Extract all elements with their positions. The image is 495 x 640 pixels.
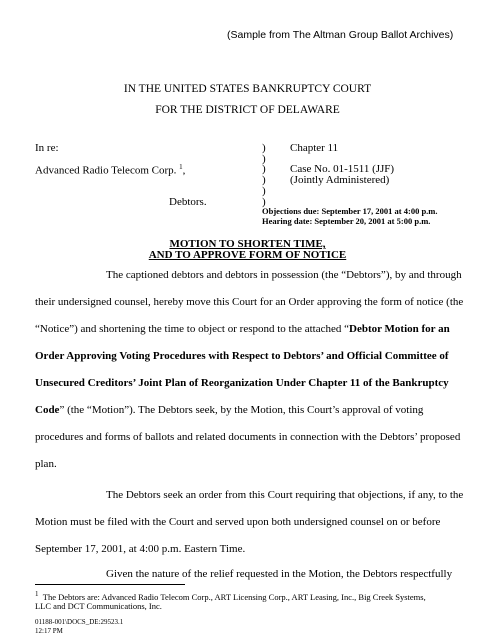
footnote-text: The Debtors are: Advanced Radio Telecom Corp., ART Licensing Corp., ART Leasing, Inc., Big Creek Systems, xyxy=(42,591,426,602)
footnote-line2: LLC and DCT Communications, Inc. xyxy=(35,601,162,611)
body-line: their undersigned counsel, hereby move this Court for an Order approving the form of notice (the xyxy=(35,296,464,308)
caption-chapter: Chapter 11 xyxy=(290,142,339,154)
footnote-mark: 1 xyxy=(35,590,39,598)
body-line: procedures and forms of ballots and related documents in connection with the Debtors’ proposed xyxy=(35,431,461,443)
body-line: September 17, 2001, at 4:00 p.m. Eastern Time. xyxy=(35,543,246,555)
body-line xyxy=(35,323,450,335)
motion-title-line1: MOTION TO SHORTEN TIME, xyxy=(169,238,326,250)
motion-name-bold: Order Approving Voting Procedures with Respect to Debtors’ and Official Committee of xyxy=(35,350,449,362)
motion-title-line2: AND TO APPROVE FORM OF NOTICE xyxy=(148,249,347,261)
document-id: 01188-001\DOCS_DE:29523.1 xyxy=(35,618,124,626)
debtor-name: Advanced Radio Telecom Corp. xyxy=(35,164,177,177)
body-line: Motion must be filed with the Court and served upon both undersigned counsel on or before xyxy=(35,516,441,528)
body-line: The captioned debtors and debtors in possession (the “Debtors”), by and through xyxy=(106,269,462,281)
caption-paren-column: ) ) ) ) ) ) xyxy=(262,142,266,208)
debtor-suffix: , xyxy=(182,164,186,177)
hearing-date: Hearing date: September 20, 2001 at 5:00 p.m. xyxy=(262,216,431,226)
objections-due: Objections due: September 17, 2001 at 4:00 p.m. xyxy=(262,206,438,216)
court-district: FOR THE DISTRICT OF DELAWARE xyxy=(155,104,340,116)
motion-name-bold: Debtor Motion for an xyxy=(349,323,450,335)
caption-case-number: Case No. 01-1511 (JJF) xyxy=(290,163,395,175)
caption-debtors-label: Debtors. xyxy=(169,196,207,208)
motion-name-bold: Code xyxy=(35,404,60,416)
footnote-reference: 1 xyxy=(179,163,183,171)
caption-debtor xyxy=(35,163,185,177)
document-time: 12:17 PM xyxy=(35,627,63,635)
body-text: “Notice”) and shortening the time to object or respond to the attached “ xyxy=(35,323,349,335)
body-line xyxy=(35,404,423,416)
caption-jointly-administered: (Jointly Administered) xyxy=(290,174,390,186)
motion-name-bold: Unsecured Creditors’ Joint Plan of Reorganization Under Chapter 11 of the Bankruptcy xyxy=(35,377,449,389)
body-line: Given the nature of the relief requested in the Motion, the Debtors respectfully xyxy=(106,568,453,580)
body-text: ” (the “Motion”). The Debtors seek, by the Motion, this Court’s approval of voting xyxy=(59,404,424,416)
court-name: IN THE UNITED STATES BANKRUPTCY COURT xyxy=(123,83,372,95)
body-line: The Debtors seek an order from this Court requiring that objections, if any, to the xyxy=(106,489,464,501)
caption-in-re: In re: xyxy=(35,142,59,154)
footnote-rule xyxy=(35,584,185,585)
body-line: plan. xyxy=(35,458,57,470)
archive-sample-note: (Sample from The Altman Group Ballot Archives) xyxy=(227,29,454,41)
